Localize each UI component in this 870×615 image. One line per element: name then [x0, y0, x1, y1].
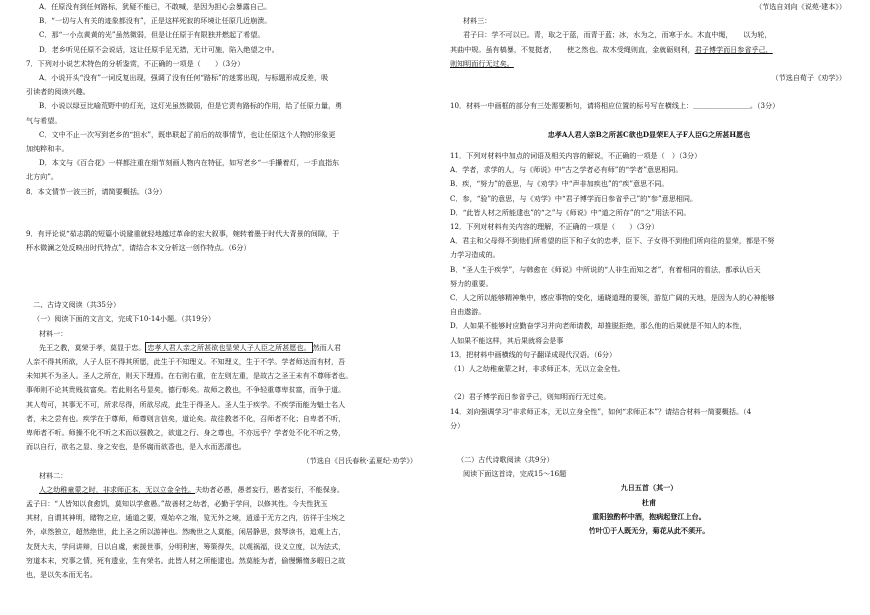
poem-author: 杜甫	[641, 497, 657, 507]
material-2-line: 其材，自谓其神明，睹物之应，通道之要，观始卒之端，览无外之境，逍遥于无方之内，彷徉于尘埃之	[26, 513, 346, 523]
underlined-sentence: 人之幼稚童蒙之时，非求师正本，无以立金全性。	[39, 484, 196, 494]
q6-option-a: A．任原没有到任何路标，犹疑不能已，不敢喊，是因为担心会暴露自己。	[39, 2, 272, 11]
material-2-line: 穷道本末，究事之情，死有遗业，生有荣名。此皆人材之所能逮也。然莫能为者，偷慢懈惰多暇日之故	[26, 555, 346, 565]
material-1-line: 而以自行，欲名之显、身之安也，是怀腐而欲香也，是入水而恶濡也。	[26, 442, 246, 452]
q11-option-c: C．参，“验”的意思，与《劝学》中“君子博学而日参省乎己”的“参”意思相同。	[450, 193, 698, 203]
q7-option-a-cont: 引读者的阅读兴趣。	[26, 87, 90, 97]
q11-option-b: B．疾，“努力”的意思，与《劝学》中“声非加疾也”的“疾”意思不同。	[450, 179, 669, 189]
material-1-line: 其人苟可，其事无不可，所求尽得，所欲尽成，此生于得圣人。圣人生于疾学。不疾学而能为魁士名人	[26, 399, 346, 409]
q13-stem: 13．把材料中画横线的句子翻译成现代汉语。（6分）	[450, 349, 617, 359]
q7-option-a: A．小说开头“没有”一词反复出现，强调了没有任何“路标”的迷雾出现，与标题形成反差，吸	[39, 73, 329, 83]
q7-option-c: C．文中不止一次写到老乡的“担水”，既串联起了前后的故事情节，也让任原这个人物的形象更	[39, 129, 336, 139]
q8-stem: 8．本文情节一波三折，请简要概括。（3分）	[26, 186, 167, 196]
q7-stem: 7．下列对小说艺术特色的分析鉴赏，不正确的一项是（ ）（3分）	[26, 58, 245, 68]
q10-sentence: 忠孝A人君人亲B之所甚C欲也D显荣E人子F人臣G之所甚H愿也	[547, 129, 751, 139]
q6-option-c: C．那“一小点黄黄的光”虽然微弱，但是让任原于有限独并燃起了希望。	[39, 30, 265, 40]
material-1-line: 事师则不论其贵贱贫富矣。若此则名号显矣，德行彰矣。故师之教也，不争轻重尊卑贫富，而争于道。	[26, 385, 346, 395]
q12-option-d-cont: 人如果不能这样，其后果就将会是事	[450, 335, 564, 345]
q12-option-c: C．人之所以能够精神集中，感应事物的变化，通晓道理的要领，游览广阔的天地，是因为人的心神能够	[450, 293, 775, 303]
q13-item-2: （2）君子博学而日参省乎己，则知明而行无过矣。	[450, 392, 611, 402]
right-column	[450, 0, 848, 538]
material-3-source: （节选自荀子《劝学》）	[771, 73, 846, 83]
q12-option-b: B．“圣人生于疾学”，与韩愈在《师说》中所说的“人非生而知之者”，有着相同的看法，都承认后天	[450, 264, 761, 274]
q7-option-d: D．本文与《百合花》一样都注重在细节刻画人物内在特征，如写老乡“一手攥着灯，一手直指东	[39, 158, 340, 168]
poem-line: 重阳独酌杯中酒，抱病起登江上台。	[592, 511, 706, 521]
section-2-heading: 二、古诗文阅读（共35分）	[33, 300, 121, 310]
q14-stem: 14．刘向强调学习“非求师正本，无以立身全性”，如何“求师正本”？请结合材料一简要概括。（4	[450, 406, 752, 416]
material-2-line: 孟子曰：“人皆知以食愈饥，莫知以学愈愚。”故善材之幼者，必勤于学问，以修其性。今夫性犹玉	[26, 499, 328, 509]
underlined-sentence: 则知明而行无过矣。	[450, 58, 514, 68]
material-3-line: 君子曰：学不可以已。青，取之于蓝，而青于蓝；冰，水为之，而寒于水。木直中绳， 以为轮，	[463, 30, 772, 40]
q12-option-d: D．人如果不能够时应勤奋学习并向老师请教，却推脱拒绝，那么他的后果就是不知人的本性，	[450, 321, 747, 331]
left-column	[26, 0, 419, 582]
q12-option-a: A．君主和父母得不到他们所希望的臣下和子女的忠孝，臣下、子女得不到他们所向往的显荣，都是不努	[450, 236, 775, 246]
q9-stem-cont: 杯水微澜之处反映出时代特点”，请结合本文分析这一创作特点。（6分）	[26, 243, 251, 253]
material-3-line: 其曲中规。虽有槁暴，不复挺者， 使之然也。故木受绳则直，金就砺则利，君子博学而日参省乎己，	[450, 44, 773, 54]
q10-stem: 10．材料一中画框的部分有三处需要断句，请将相应位置的标号写在横线上：＿＿＿＿＿＿＿＿。（3分）	[450, 101, 780, 111]
material-2-line: 友贤大夫，学问讲辩，日以自虞，索援世事，分明利害，筹策得失，以观祸福，设义立度，以为法式，	[26, 541, 346, 551]
material-1-line: 先王之教，莫荣于孝，莫显于忠。 忠孝人君人亲之所甚欲也显荣人子人臣之所甚愿也。 然而人君	[39, 342, 341, 352]
material-1-label: 材料一：	[39, 328, 68, 338]
material-2-line: 也，是以失本而无名。	[26, 570, 97, 580]
footnote-marker: ①	[602, 526, 610, 536]
material-1-line: 未知其不为圣人。圣人之所在，则天下理焉。在右则右重，在左则左重，是故古之圣王未有不尊师者也。	[26, 371, 353, 381]
subsection-1-heading: （一）阅读下面的文言文，完成下10-14小题。（共19分）	[33, 314, 215, 324]
material-1-line: 者，未之尝有也。疾学在于尊师，师尊则言信矣，道论矣。故往教者不化，召师者不化；自卑者不听，	[26, 413, 346, 423]
q6-option-b: B．“一切与人有关的迹象都没有”，正是这样死寂的环境让任原几近崩溃。	[39, 16, 272, 26]
material-1-line: 卑师者不听。师操不化不听之术而以强教之，欲道之行、身之尊也，不亦远乎？学者处不化不听之势，	[26, 428, 346, 438]
q7-option-c-cont: 加纯粹和丰。	[26, 144, 69, 154]
q12-stem: 12．下列对材料有关内容的理解，不正确的一项是（ ）（3分）	[450, 222, 659, 232]
q13-item-1: （1）人之幼稚童蒙之时，非求师正本，无以立金全性。	[450, 364, 625, 374]
boxed-sentence: 忠孝人君人亲之所甚欲也显荣人子人臣之所甚愿也。	[147, 342, 311, 352]
q6-option-d: D．老乡听见任原不会说话，这让任原手足无措，无计可施，陷入绝望之中。	[39, 44, 279, 54]
q11-option-d: D．“此皆人材之所能逮也”的“之”与《师说》中“道之所存”的“之”用法不同。	[450, 207, 691, 217]
material-2-line: 人之幼稚童蒙之时，非求师正本，无以立金全性。夫幼者必愚，愚者妄行，愚者妄行，不能保身。	[39, 484, 345, 494]
q7-option-b-cont: 气与希望。	[26, 115, 62, 125]
material-3-label: 材料三：	[463, 16, 492, 26]
material-1-line: 人亲不得其所欲，人子人臣不得其所愿，此生于不知理义。不知理义，生于不学。学者师达而有材，吾	[26, 357, 346, 367]
q12-option-a-cont: 力学习造成的。	[450, 250, 500, 260]
material-2-line: 外，卓然独立，超然绝世，此上圣之所以游神也。然晚世之人莫能，闲居静思，鼓琴读书，追观上古，	[26, 527, 346, 537]
poem-title: 九日五首（其一）	[620, 483, 678, 493]
material-3-line	[450, 57, 848, 71]
q11-stem: 11．下列对材料中加点的词语及相关内容的解说，不正确的一项是（ ）（3分）	[450, 151, 702, 160]
q12-option-c-cont: 自由遨游。	[450, 307, 486, 317]
q12-option-b-cont: 努力的重要。	[450, 278, 493, 288]
poem-line: 竹叶①于人既无分，菊花从此不须开。	[588, 526, 710, 536]
q7-option-b: B．小说以绿豆比喻荒野中的灯光，这灯光虽然微弱，但是它责有路标的作用，给了任原力量，勇	[39, 101, 343, 111]
material-2-label: 材料二：	[39, 470, 68, 480]
subsection-2-instruction: 阅读下面这首诗，完成15～16题	[463, 469, 567, 479]
material-1-source: （节选自《吕氏春秋·孟夏纪·劝学》）	[302, 456, 417, 466]
subsection-2-heading: （二）古代诗歌阅读（共9分）	[457, 455, 554, 465]
q7-option-d-cont: 北方向”。	[26, 172, 59, 182]
q14-stem-cont: 分）	[450, 420, 465, 430]
underlined-sentence: 君子博学而日参省乎己，	[694, 44, 773, 54]
q11-option-a: A．学者，求学的人，与《师说》中“古之学者必有师”的“学者”意思相同。	[450, 165, 683, 175]
q9-stem: 9．有评论说“茹志鹃的短篇小说避重就轻地越过革命的宏大叙事，婉转着墨于时代大背景的间隙，于	[26, 229, 340, 239]
material-2-source: （节选自刘向《说苑·建本》）	[755, 2, 846, 11]
